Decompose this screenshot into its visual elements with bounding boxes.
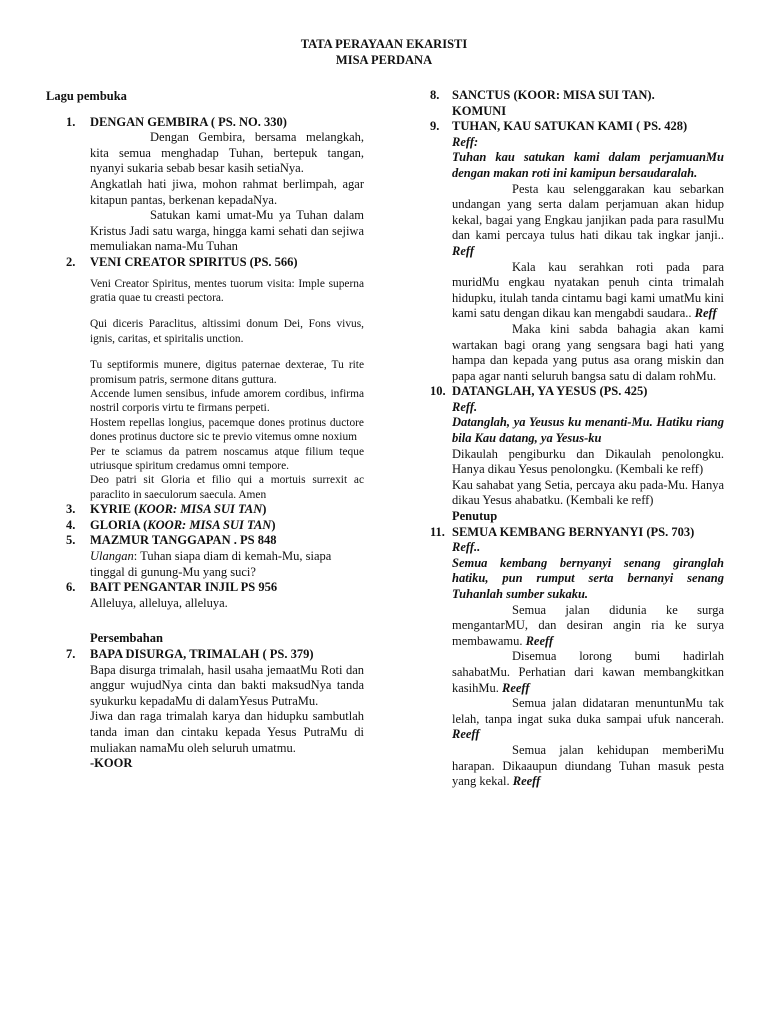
song-3-heading-a: KYRIE (: [90, 502, 139, 517]
song-3-number: 3.: [66, 502, 76, 517]
song-9-verse-1: [452, 182, 724, 260]
song-3-title: [46, 502, 364, 518]
song-2-number: 2.: [66, 254, 76, 269]
song-11-reff-label: Reff..: [452, 540, 481, 555]
right-column: [426, 88, 724, 790]
song-9-lyrics: [452, 135, 724, 385]
song-7-koor: -KOOR: [90, 756, 133, 771]
song-6-title: [46, 580, 364, 596]
song-2-verse-1: Veni Creator Spiritus, mentes tuorum visita: Imple superna gratia quae tu creasti pectora.: [90, 277, 364, 304]
song-11-reeff-tag-4: Reeff: [512, 774, 541, 789]
song-10-title: [426, 384, 724, 400]
song-1-lyrics: [90, 130, 364, 255]
section-persembahan: Persembahan: [90, 631, 163, 646]
song-11-verse-4: [452, 743, 724, 790]
song-9-verse-3: Maka kini sabda bahagia akan kami wartakan bagi orang yang sengsara bagi hati yang hampa dan kepada yang putus asa orang miskin dan papa agar nanti seluruh bangsa satu di dalam rohMu.: [452, 321, 724, 383]
song-9-number: 9.: [430, 119, 440, 134]
song-7-heading: BAPA DISURGA, TRIMALAH ( PS. 379): [90, 646, 314, 661]
song-5-heading: MAZMUR TANGGAPAN . PS 848: [90, 533, 277, 548]
section-penutup: Penutup: [452, 509, 498, 524]
song-9-reff-tag-1: Reff: [452, 243, 474, 258]
song-4-number: 4.: [66, 517, 76, 532]
song-11-lyrics: [452, 540, 724, 790]
song-11-reeff-tag-1: Reeff: [525, 633, 554, 648]
left-column: [46, 89, 364, 772]
song-7-number: 7.: [66, 646, 76, 661]
song-11-verse-1-text: Semua jalan didunia ke surga mengantarMU, dan desiran angin ria ke surya membawamu.: [452, 602, 724, 648]
song-7-verse-1: Bapa disurga trimalah, hasil usaha jemaatMu Roti dan anggur wujudNya cinta dan bakti maksudNya tanda syukurku kepadaMu di dalamYesus PutraMu.: [90, 662, 364, 708]
song-4-title: [46, 518, 364, 534]
song-1-verse-3: Satukan kami umat-Mu ya Tuhan dalam Kristus Jadi satu warga, hingga kami sehati dan sejiwa memuliakan nama-Mu Tuhan: [90, 208, 364, 254]
song-2-heading: VENI CREATOR SPIRITUS (PS. 566): [90, 254, 298, 269]
song-5-ulangan: [90, 549, 364, 580]
song-4-heading-b: KOOR: MISA SUI TAN: [147, 517, 272, 532]
song-9-reff-label: Reff:: [452, 134, 479, 149]
document-title: [0, 36, 768, 68]
ulangan-label: Ulangan: [90, 549, 134, 563]
song-11-verse-2-text: Disemua lorong bumi hadirlah sahabatMu. Perhatian dari kawan membangkitkan kasihMu.: [452, 649, 724, 695]
section-komuni: KOMUNI: [452, 103, 507, 118]
song-11-reff: Semua kembang bernyanyi senang giranglah hatiku, pun rumput serta bernanyi senang Tuhanlah sumber sukaku.: [452, 555, 724, 601]
song-2-title: [46, 255, 364, 271]
song-1-heading: DENGAN GEMBIRA ( PS. NO. 330): [90, 114, 287, 129]
song-2-verse-4: Accende lumen sensibus, infude amorem cordibus, infirma nostril corporis virtu te firmans perpeti.: [90, 387, 364, 415]
song-3-heading-c: ): [262, 502, 267, 517]
song-2-verse-6: Per te sciamus da patrem noscamus atque filium teque utriusque spiritum credamus omni tempore.: [90, 445, 364, 472]
song-6-number: 6.: [66, 580, 76, 595]
song-9-verse-2-text: Kala kau serahkan roti pada para muridMu engkau nyatakan penuh cinta trimalah hidupku, itulah tanda cintamu bagi kami umatMu kini kami satu dengan dikau kan mengabdi saudara..: [452, 259, 724, 321]
song-11-title: [426, 525, 724, 541]
song-9-verse-1-text: Pesta kau selenggarakan kau sebarkan undangan yang serta dalam perjamuan akan hidup kekal, bagai yang Engkau janjikan pada para rasulMu dan kami percaya tulus hati dikau tak ingkar janji..: [452, 181, 724, 243]
song-11-verse-4-text: Semua jalan kehidupan memberiMu harapan. Dikaaupun diundang Tuhan masuk pesta yang kekal.: [452, 742, 724, 789]
song-1-number: 1.: [66, 114, 76, 129]
song-11-heading: SEMUA KEMBANG BERNYANYI (PS. 703): [452, 524, 695, 539]
song-5-number: 5.: [66, 533, 76, 548]
song-2-verse-5: Hostem repellas longius, pacemque dones protinus ductore dones protinus ductore sic te previo vitemus omne noxium: [90, 416, 364, 444]
song-6-text: Alleluya, alleluya, alleluya.: [90, 595, 228, 610]
song-11-verse-3: [452, 696, 724, 743]
song-10-verse-2: Kau sahabat yang Setia, percaya aku pada-Mu. Hanya dikau Yesus ahabatku. (Kembali ke reff): [452, 477, 724, 508]
song-11-verse-1: [452, 603, 724, 650]
song-10-heading: DATANGLAH, YA YESUS (PS. 425): [452, 384, 648, 399]
song-1-verse-1: Dengan Gembira, bersama melangkah, kita semua menghadap Tuhan, bertepuk tangan, nyanyi sukaria sebab besar kasih setiaNya.: [90, 130, 364, 176]
song-7-verse-2: Jiwa dan raga trimalah karya dan hidupku sambutlah tanda iman dan cintaku kepada Yesus PutraMu di muliakan namaMu oleh seluruh umatmu.: [90, 709, 364, 755]
song-4-heading-a: GLORIA (: [90, 517, 148, 532]
ulangan-text: : Tuhan siapa diam di kemah-Mu, siapa tinggal di gunung-Mu yang suci?: [90, 549, 332, 579]
song-1-title: [46, 115, 364, 131]
song-3-heading-b: KOOR: MISA SUI TAN: [138, 502, 263, 517]
song-10-reff-label: Reff.: [452, 399, 478, 414]
song-8-title: [426, 88, 724, 104]
song-9-reff: Tuhan kau satukan kami dalam perjamuanMu dengan makan roti ini kamipun bersaudaralah.: [452, 150, 724, 180]
song-10-lyrics: [452, 400, 724, 509]
song-9-heading: TUHAN, KAU SATUKAN KAMI ( PS. 428): [452, 119, 688, 134]
song-2-verse-2: Qui diceris Paraclitus, altissimi donum Dei, Fons vivus, ignis, caritas, et spiritalis unction.: [90, 318, 364, 345]
song-9-verse-2: [452, 260, 724, 322]
song-10-verse-1: Dikaulah pengiburku dan Dikaulah penolongku. Hanya dikau Yesus penolongku. (Kembali ke reff): [452, 446, 724, 477]
song-2-verse-3: Tu septiformis munere, digitus paternae dexterae, Tu rite promisum patris, sermone ditans guttura.: [90, 359, 364, 386]
song-7-lyrics: [90, 663, 364, 772]
song-11-reeff-tag-2: Reeff: [502, 680, 530, 695]
song-7-title: [46, 647, 364, 663]
song-6-heading: BAIT PENGANTAR INJIL PS 956: [90, 580, 278, 595]
song-10-reff: Datanglah, ya Yeusus ku menanti-Mu. Hatiku riang bila Kau datang, ya Yesus-ku: [452, 415, 724, 446]
song-2-lyrics: [90, 277, 364, 503]
title-line-2: MISA PERDANA: [335, 53, 433, 67]
song-9-title: [426, 119, 724, 135]
song-11-verse-2: [452, 649, 724, 696]
song-5-title: [46, 533, 364, 549]
song-11-verse-3-text: Semua jalan didataran menuntunMu tak lelah, tanpa ingat suka duka sampai ufuk nancerah.: [452, 696, 724, 726]
song-11-reeff-tag-3: Reeff: [452, 727, 480, 742]
song-9-reff-tag-2: Reff: [694, 306, 717, 321]
song-11-number: 11.: [430, 524, 445, 539]
song-8-heading: SANCTUS (KOOR: MISA SUI TAN).: [452, 88, 655, 102]
song-2-verse-7: Deo patri sit Gloria et filio qui a mortuis surrexit ac paraclito in saeculorum saecula. Amen: [90, 474, 364, 501]
song-10-number: 10.: [430, 384, 446, 399]
song-4-heading-c: ): [271, 517, 276, 532]
section-lagu-pembuka: Lagu pembuka: [46, 89, 127, 103]
song-1-verse-2: Angkatlah hati jiwa, mohon rahmat berlimpah, agar kitapun pantas, berkenan kepadaNya.: [90, 176, 364, 207]
song-8-number: 8.: [430, 88, 440, 102]
title-line-1: TATA PERAYAAN EKARISTI: [300, 37, 468, 51]
